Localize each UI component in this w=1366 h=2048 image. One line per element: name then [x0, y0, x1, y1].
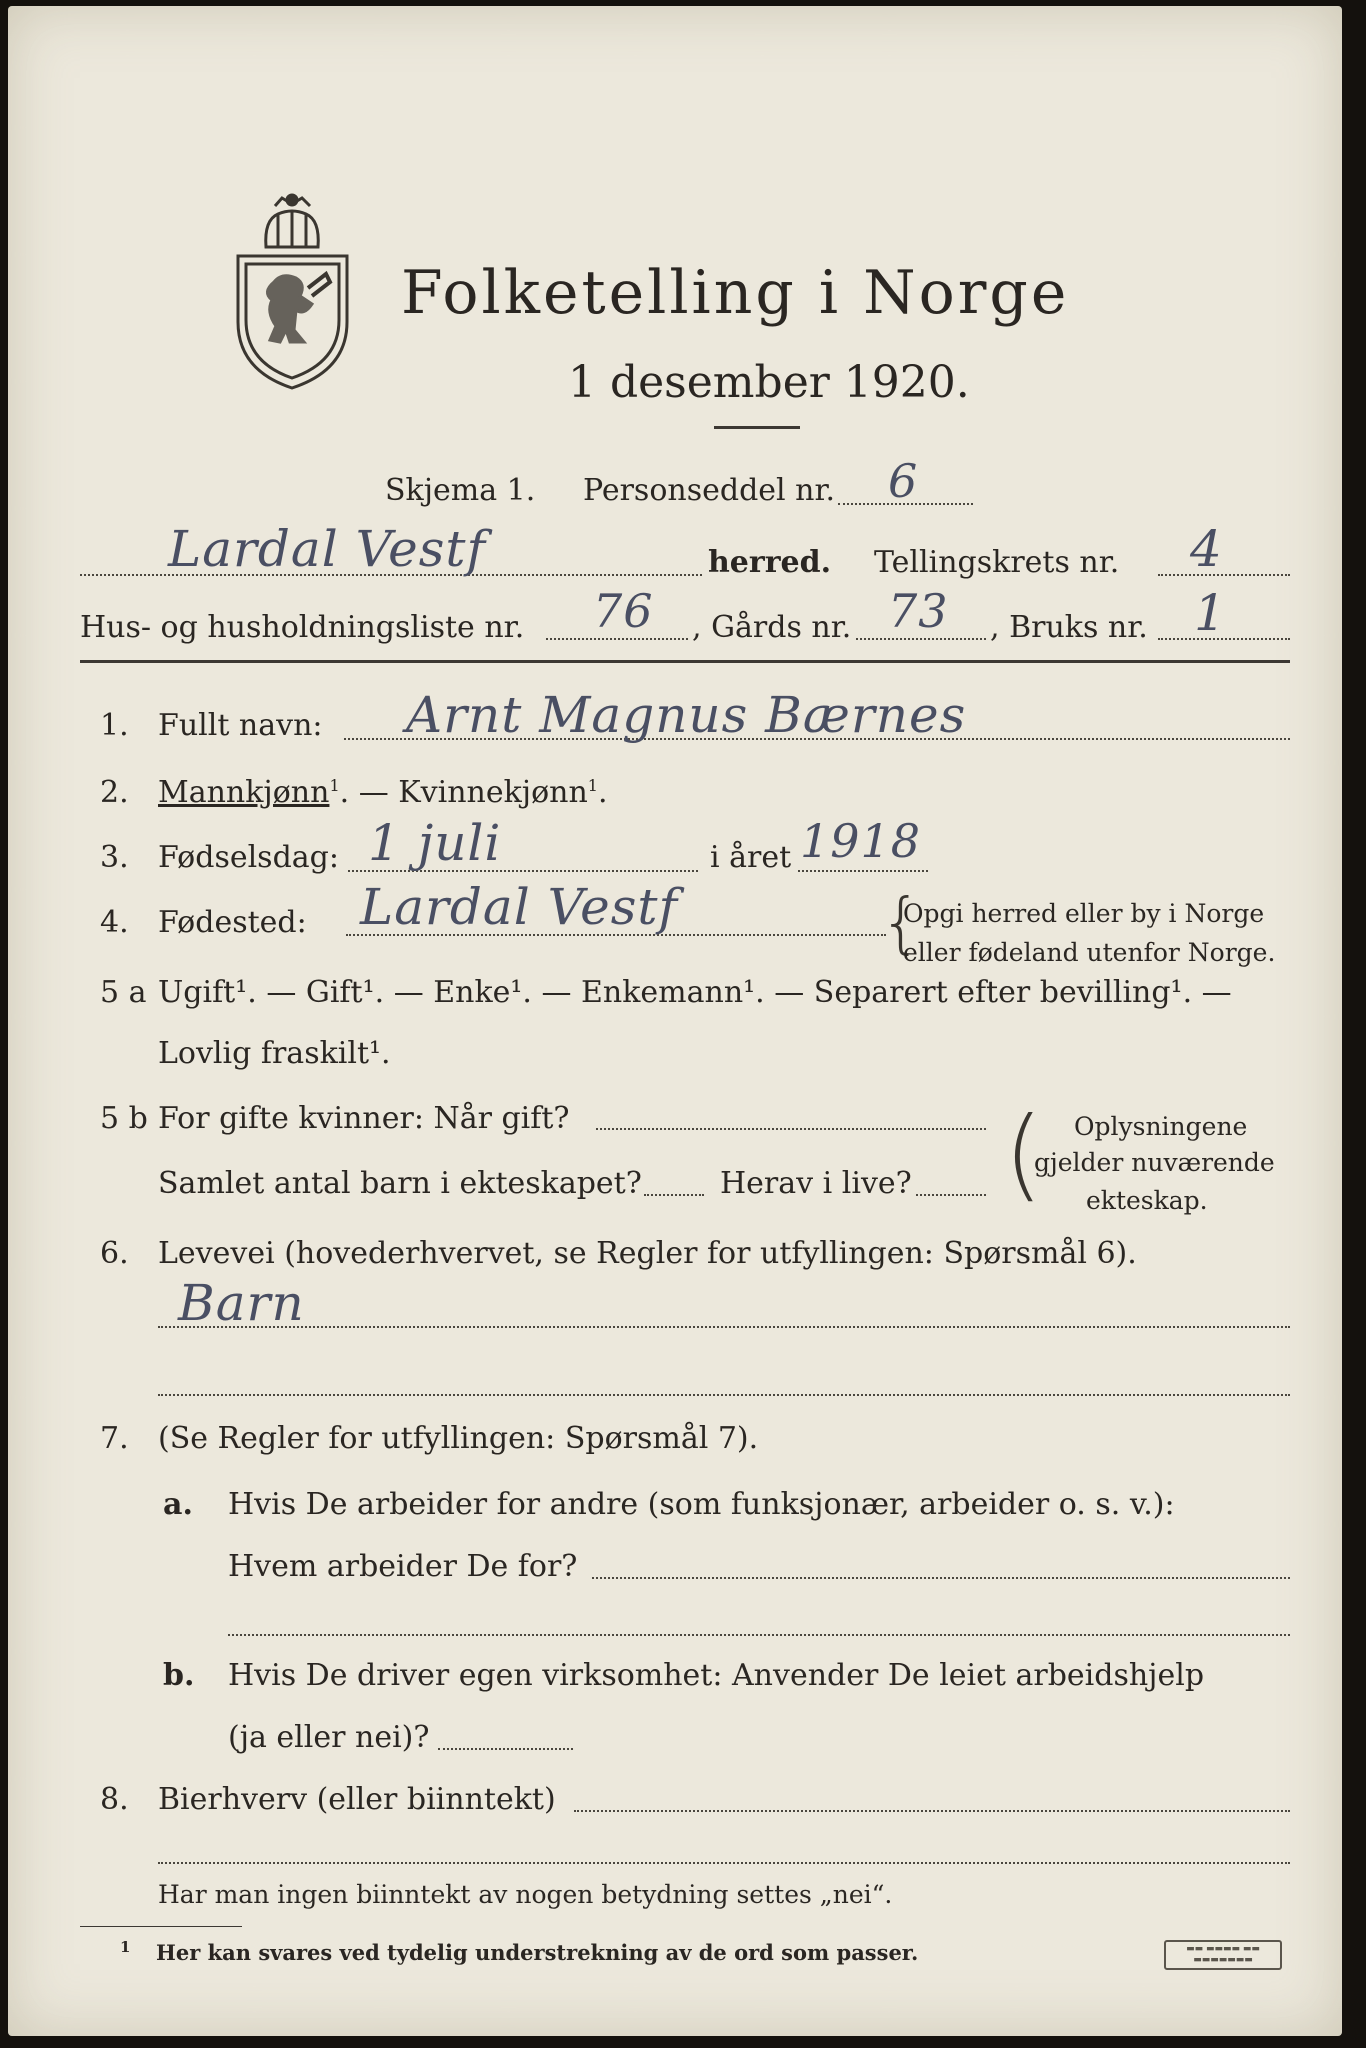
tellingskrets-line: [1158, 574, 1290, 576]
q3-label: Fødselsdag:: [158, 840, 339, 875]
q5b-brace: (: [1004, 1095, 1044, 1212]
q7b-label: Hvis De driver egen virksomhet: Anvender De leiet arbeidshjelp: [228, 1658, 1205, 1693]
q4-note-line1: Opgi herred eller by i Norge: [903, 899, 1265, 928]
q3-value: 1 juli: [368, 814, 502, 872]
q5b-note-line1: Oplysningene: [1074, 1112, 1248, 1141]
q3-number: 3.: [100, 840, 129, 875]
q8-number: 8.: [100, 1782, 129, 1817]
q5b-note-line2: gjelder nuværende: [1034, 1148, 1275, 1177]
q5b-line2: Samlet antal barn i ekteskapet?: [158, 1166, 642, 1201]
q3-year-label: i året: [710, 840, 792, 875]
income-note: Har man ingen biinntekt av nogen betydning settes „nei“.: [158, 1880, 893, 1909]
q5b-number: 5 b: [100, 1101, 148, 1136]
q5b-note-line3: ekteskap.: [1086, 1186, 1208, 1215]
gards-label: , Gårds nr.: [692, 610, 852, 645]
form-title: Folketelling i Norge: [401, 258, 1070, 328]
printer-stamp: [1164, 1940, 1282, 1970]
husliste-value: 76: [593, 584, 654, 638]
q5b-line1: For gifte kvinner: Når gift?: [158, 1101, 570, 1136]
q7a-line1: [592, 1577, 1290, 1579]
q1-number: 1.: [100, 708, 129, 743]
q3-year-value: 1918: [800, 814, 922, 868]
q6-line2: [158, 1394, 1290, 1396]
q6-label: Levevei (hovederhvervet, se Regler for utfyllingen: Spørsmål 6).: [158, 1236, 1137, 1271]
gards-line: [856, 638, 986, 640]
header-rule: [80, 660, 1290, 663]
q4-brace: {: [880, 884, 922, 961]
bruks-label: , Bruks nr.: [990, 610, 1148, 645]
q8-label: Bierhverv (eller biinntekt): [158, 1782, 556, 1817]
q2-female-footnote-mark: 1: [587, 776, 598, 795]
herred-value: Lardal Vestf: [168, 520, 486, 578]
q2-number: 2.: [100, 775, 129, 810]
q7a-line2: [228, 1634, 1290, 1636]
q1-value: Arnt Magnus Bærnes: [406, 686, 967, 744]
personseddel-label: Personseddel nr.: [583, 473, 836, 508]
husliste-label: Hus- og husholdningsliste nr.: [80, 610, 525, 645]
q4-label: Fødested:: [158, 905, 307, 940]
q7a-label: Hvis De arbeider for andre (som funksjonær, arbeider o. s. v.):: [228, 1487, 1175, 1522]
title-divider: [714, 426, 800, 429]
gards-value: 73: [888, 584, 949, 638]
q2-male-option: Mannkjønn: [158, 775, 330, 810]
q7-label: (Se Regler for utfyllingen: Spørsmål 7).: [158, 1421, 759, 1456]
q5b-herav: Herav i live?: [720, 1166, 912, 1201]
tellingskrets-value: 4: [1190, 520, 1223, 578]
q2-options: [158, 775, 608, 810]
q4-number: 4.: [100, 905, 129, 940]
footnote-marker: 1: [120, 1938, 131, 1956]
census-form: [8, 6, 1342, 2036]
q6-value: Barn: [178, 1274, 305, 1332]
q5b-when-line: [596, 1128, 986, 1130]
census-date: 1 desember 1920.: [568, 357, 970, 408]
q2-male-footnote-mark: 1: [329, 776, 340, 795]
husliste-line: [546, 638, 688, 640]
bruks-value: 1: [1194, 584, 1227, 642]
q7b-number: b.: [163, 1658, 195, 1693]
schema-label: Skjema 1.: [385, 473, 536, 508]
printer-stamp-line1: ▬▬ ▬▬▬▬ ▬▬: [1186, 1944, 1260, 1954]
q2-female-option: Kvinnekjønn: [398, 775, 588, 810]
q5a-number: 5 a: [100, 975, 147, 1010]
q8-line2: [158, 1862, 1290, 1864]
q4-note-line2: eller fødeland utenfor Norge.: [903, 938, 1276, 967]
q6-line1: [158, 1326, 1290, 1328]
q6-number: 6.: [100, 1236, 129, 1271]
q1-label: Fullt navn:: [158, 708, 323, 743]
q7-number: 7.: [100, 1421, 129, 1456]
q2-separator: . —: [339, 775, 399, 810]
q7a-question: Hvem arbeider De for?: [228, 1549, 578, 1584]
printer-stamp-line2: ▬▬▬▬▬▬▬: [1193, 1955, 1253, 1965]
q7b-question: (ja eller nei)?: [228, 1720, 430, 1755]
coat-of-arms-icon: [230, 192, 355, 392]
q5a-line1: Ugift¹. — Gift¹. — Enke¹. — Enkemann¹. — Separert efter bevilling¹. —: [158, 975, 1232, 1010]
q2-end: .: [597, 775, 608, 810]
q5a-line2: Lovlig fraskilt¹.: [158, 1036, 391, 1071]
q3-year-line: [798, 870, 928, 872]
q4-value: Lardal Vestf: [360, 878, 678, 936]
tellingskrets-label: Tellingskrets nr.: [874, 545, 1120, 580]
q7b-line: [438, 1748, 573, 1750]
q5b-children-line: [644, 1194, 704, 1196]
footnote-rule: [80, 1926, 242, 1927]
herred-label: herred.: [708, 545, 832, 580]
q7a-number: a.: [163, 1487, 193, 1522]
personseddel-value: 6: [888, 454, 919, 508]
q5b-alive-line: [916, 1194, 986, 1196]
footnote-text: Her kan svares ved tydelig understrekning av de ord som passer.: [156, 1940, 919, 1965]
q8-line1: [574, 1810, 1290, 1812]
